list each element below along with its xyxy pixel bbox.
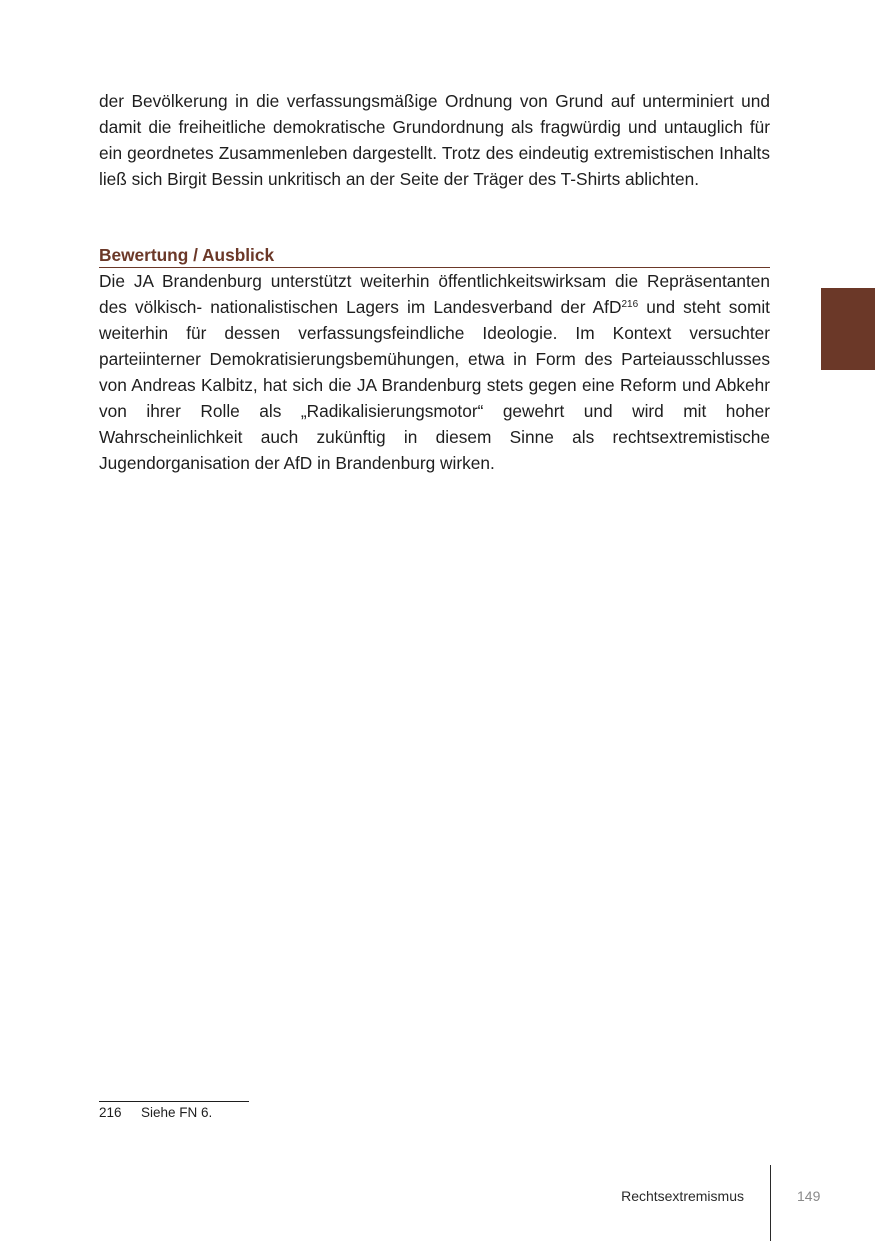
body-paragraph: der Bevölkerung in die verfassungsmäßige Ordnung von Grund auf unterminiert und damit die freiheitliche demokratische Grundordnung als fragwürdig und untauglich für ein geordnetes Zusammenleben dargestellt. Trotz des eindeutig extremistischen Inhalts ließ sich Birgit Bessin unkritisch an der Seite der Träger des T-Shirts ablichten. xyxy=(99,91,770,189)
footnote xyxy=(99,1104,212,1122)
running-title: Rechtsextremismus xyxy=(621,1188,744,1204)
body-paragraph xyxy=(99,268,770,476)
footnote-reference[interactable]: 216 xyxy=(621,299,639,310)
footnote-text: Siehe FN 6. xyxy=(141,1105,213,1120)
footer-divider xyxy=(770,1165,771,1241)
chapter-tab-marker xyxy=(821,288,875,370)
footnote-number: 216 xyxy=(99,1105,122,1120)
section-heading: Bewertung / Ausblick xyxy=(99,244,770,268)
paragraph-text: und steht somit weiterhin für dessen verfassungsfeindliche Ideologie. Im Kontext versuchter parteiinterner Demokratisierungsbemühungen, etwa in Form des Parteiausschlusses von Andreas Kalbitz, hat sich die JA Brandenburg stets gegen eine Reform und Abkehr von ihrer Rolle als „Radikalisierungsmotor“ gewehrt und wird mit hoher Wahrscheinlichkeit auch zukünftig in diesem Sinne als rechtsextremistische Jugendorganisation der AfD in Brandenburg wirken. xyxy=(99,297,770,473)
paragraph-text: Die JA Brandenburg unterstützt weiterhin öffentlichkeitswirksam die Repräsentanten des völkisch- nationalistischen Lagers im Landesverband der AfD xyxy=(99,271,770,317)
footnote-divider xyxy=(99,1101,249,1102)
page-number: 149 xyxy=(797,1188,821,1204)
